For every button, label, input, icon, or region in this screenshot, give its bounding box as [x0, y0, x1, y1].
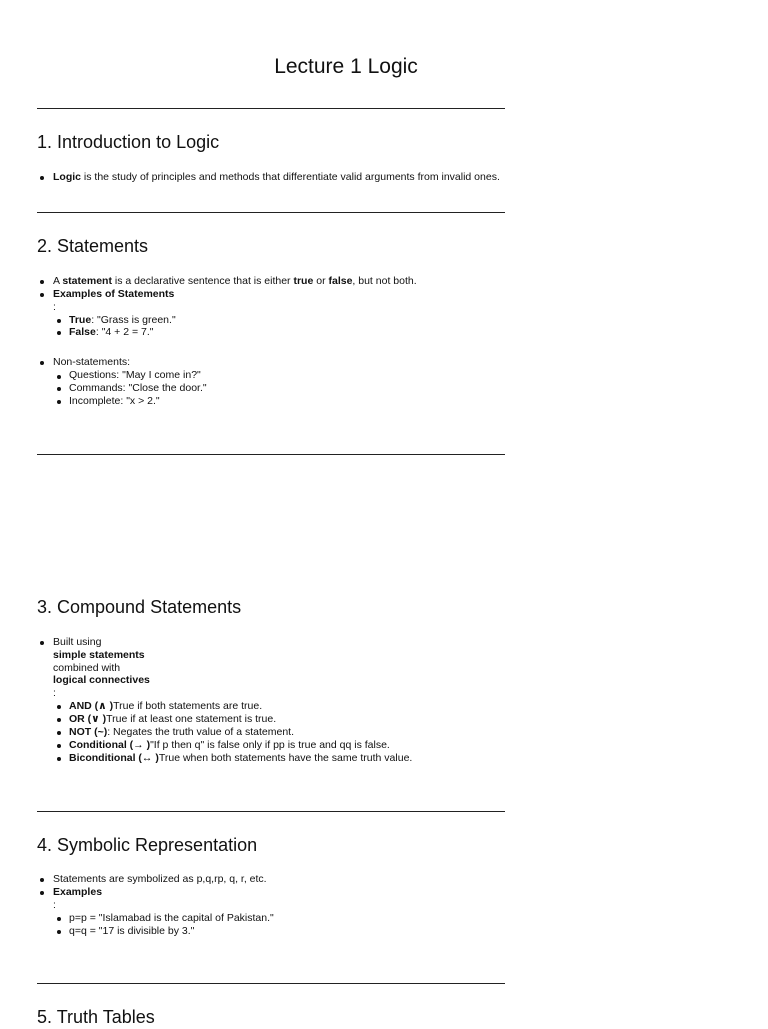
list-item-incomplete: Incomplete: "x > 2." [69, 395, 160, 407]
divider [37, 108, 505, 109]
colon: : [53, 301, 56, 313]
divider [37, 983, 505, 984]
section-heading-compound-statements: 3. Compound Statements [37, 597, 242, 617]
combined-with-label: combined with [53, 662, 121, 674]
section-heading-introduction: 1. Introduction to Logic [37, 132, 220, 152]
bullet [40, 176, 44, 180]
bullet [57, 331, 61, 335]
list-item-statement-definition: A statement is a declarative sentence that is either true or false, but not both. [53, 275, 417, 287]
list-item-and: AND (∧ )True if both statements are true. [69, 700, 263, 712]
bullet [57, 387, 61, 391]
section-heading-statements: 2. Statements [37, 236, 149, 256]
list-item-conditional: Conditional (→ )"If p then q" is false only if pp is true and qq is false. [69, 739, 390, 751]
list-item-symbolized: Statements are symbolized as p,q,rp, q, r, etc. [53, 873, 267, 885]
bullet [57, 319, 61, 323]
bullet [40, 293, 44, 297]
list-item-example-false: False: "4 + 2 = 7." [69, 326, 154, 338]
logical-connectives-label: logical connectives [53, 674, 150, 686]
bullet [57, 917, 61, 921]
list-item-not: NOT (~): Negates the truth value of a statement. [69, 726, 294, 738]
section-heading-truth-tables: 5. Truth Tables [37, 1007, 155, 1027]
bullet [57, 757, 61, 761]
list-item-non-statements: Non-statements: [53, 356, 131, 368]
colon: : [53, 899, 56, 911]
simple-statements-label: simple statements [53, 649, 145, 661]
list-item-example-true: True: "Grass is green." [69, 314, 176, 326]
divider [37, 811, 505, 812]
bullet [40, 891, 44, 895]
bullet [57, 400, 61, 404]
list-item-command: Commands: "Close the door." [69, 382, 207, 394]
bullet [57, 731, 61, 735]
list-item-examples-heading: Examples of Statements [53, 288, 175, 300]
bullet [57, 375, 61, 379]
colon: : [53, 687, 56, 699]
bullet [57, 718, 61, 722]
bullet [40, 280, 44, 284]
divider [37, 454, 505, 455]
list-item-logic-definition: Logic is the study of principles and methods that differentiate valid arguments from invalid ones. [53, 171, 500, 183]
list-item-example-q: q=q = "17 is divisible by 3." [69, 925, 195, 937]
list-item-examples-heading: Examples [53, 886, 103, 898]
list-item-or: OR (∨ )True if at least one statement is true. [69, 713, 277, 725]
list-item-example-p: p=p = "Islamabad is the capital of Pakistan." [69, 912, 274, 924]
bullet [57, 744, 61, 748]
bullet [57, 705, 61, 709]
list-item-biconditional: Biconditional (↔ )True when both statements have the same truth value. [69, 752, 413, 764]
bullet [40, 361, 44, 365]
section-heading-symbolic-representation: 4. Symbolic Representation [37, 835, 258, 855]
list-item-question: Questions: "May I come in?" [69, 369, 201, 381]
list-item-built-using: Built using [53, 636, 102, 648]
page-title: Lecture 1 Logic [274, 55, 418, 78]
bullet [57, 930, 61, 934]
divider [37, 212, 505, 213]
bullet [40, 641, 44, 645]
bullet [40, 878, 44, 882]
